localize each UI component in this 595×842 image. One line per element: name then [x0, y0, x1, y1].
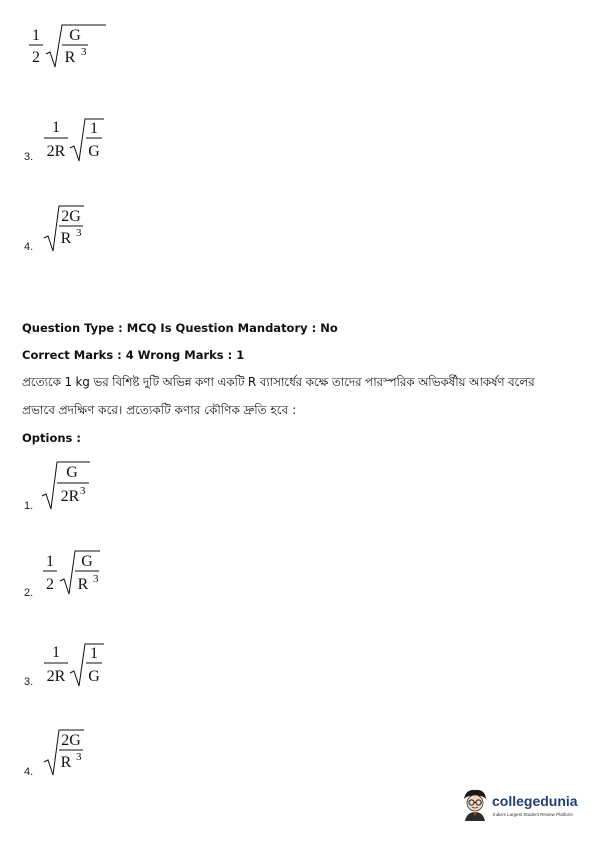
brand-tagline: India's Largest Student Review Platform — [493, 812, 573, 817]
exponent: 3 — [81, 46, 87, 58]
marks-line: Correct Marks : 4 Wrong Marks : 1 — [22, 348, 245, 362]
fraction-denominator: 2R — [46, 668, 66, 685]
fraction-denominator: 2R — [46, 143, 66, 160]
radicand-numerator: 1 — [90, 120, 98, 137]
fraction-numerator: 1 — [52, 644, 60, 661]
option-number: 3. — [24, 676, 34, 688]
option-number: 4. — [24, 766, 34, 778]
radicand-denominator: R — [60, 230, 72, 247]
radicand-numerator: G — [81, 553, 93, 570]
radicand-numerator: G — [66, 464, 78, 481]
option-3-formula — [42, 639, 122, 691]
radicand-numerator: 2G — [61, 732, 81, 749]
option-number: 2. — [24, 587, 34, 599]
prev-option-3-formula — [42, 114, 122, 166]
exponent: 3 — [80, 485, 86, 497]
option-2-formula — [40, 546, 120, 600]
brand-name: collegedunia — [492, 793, 578, 809]
radicand-denominator: R — [60, 754, 72, 771]
radicand-denominator: R — [77, 576, 89, 593]
fraction-numerator: 1 — [52, 119, 60, 136]
radicand-denominator: G — [88, 143, 100, 160]
question-type-line: Question Type : MCQ Is Question Mandatory : No — [22, 321, 338, 335]
collegedunia-logo — [460, 785, 590, 825]
fraction-numerator: 1 — [32, 27, 40, 44]
radicand-denominator: R — [64, 49, 76, 66]
option-4-formula — [42, 724, 112, 778]
fraction-numerator: 1 — [46, 553, 54, 570]
radicand-numerator: 2G — [61, 208, 81, 225]
radicand-numerator: 1 — [90, 645, 98, 662]
exponent: 3 — [93, 573, 99, 585]
mascot-icon — [460, 787, 490, 821]
radicand-denominator: 2R — [60, 488, 80, 505]
option-number: 3. — [24, 151, 34, 163]
question-text-line-2: প্রভাবে প্রদক্ষিণ করে। প্রত্যেকটি কণার কৌণিক দ্রুতি হবে : — [22, 403, 297, 417]
fraction-denominator: 2 — [46, 576, 54, 593]
exponent: 3 — [76, 227, 82, 239]
radicand-denominator: G — [88, 668, 100, 685]
fraction-denominator: 2 — [32, 49, 40, 66]
option-number: 1. — [24, 500, 34, 512]
option-1-formula — [40, 456, 110, 512]
question-text-line-1: প্রত্যেকে 1 kg ভর বিশিষ্ট দুটি অভিন্ন কণা একটি R ব্যাসার্ধের কক্ষে তাদের পারস্পরিক অভিকর্ষীয় আকর্ষণ বলের — [22, 375, 535, 389]
option-number: 4. — [24, 241, 34, 253]
prev-option-2-formula — [26, 20, 116, 72]
prev-option-4-formula — [42, 200, 112, 254]
exponent: 3 — [76, 751, 82, 763]
options-label: Options : — [22, 431, 81, 445]
radicand-numerator: G — [69, 27, 81, 44]
